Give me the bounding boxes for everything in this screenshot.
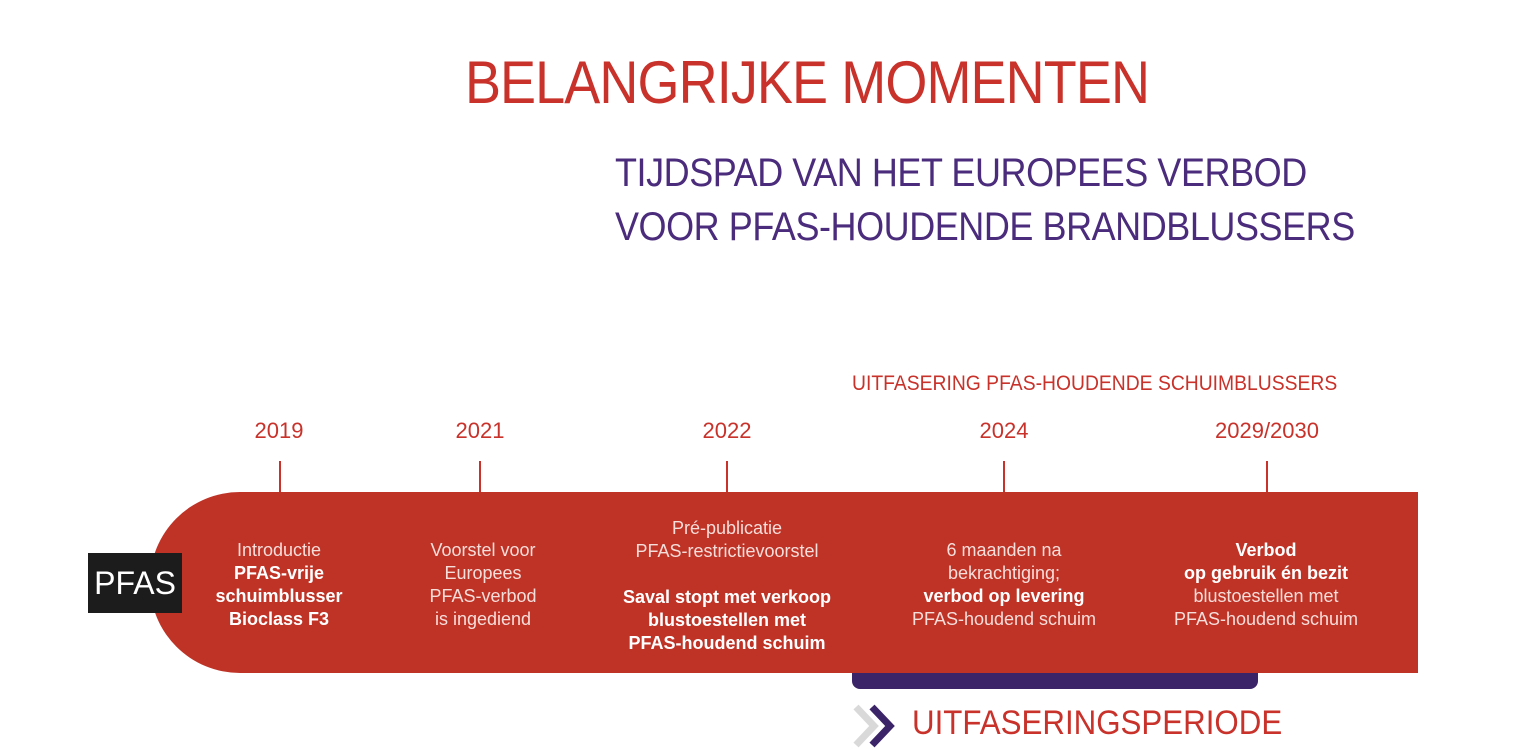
event-text: PFAS-houdend schuim <box>1173 609 1359 629</box>
event-2021 <box>358 539 608 631</box>
tick-2024 <box>1003 461 1005 494</box>
event-text: schuimblusser <box>215 586 343 606</box>
phase-out-bar <box>852 673 1258 689</box>
subtitle-line-1: TIJDSPAD VAN HET EUROPEES VERBOD <box>615 151 1307 195</box>
event-text: Verbod <box>1235 540 1297 560</box>
event-text: Introductie <box>236 540 322 560</box>
pfas-badge: PFAS <box>88 553 182 613</box>
subtitle-line-2: VOOR PFAS-HOUDENDE BRANDBLUSSERS <box>615 205 1355 249</box>
double-chevron-icon <box>852 703 902 749</box>
event-text: verbod op levering <box>923 586 1085 606</box>
main-title: BELANGRIJKE MOMENTEN <box>464 49 1150 116</box>
year-2022: 2022 <box>702 418 752 443</box>
event-text: PFAS-restrictievoorstel <box>635 541 819 561</box>
event-2029-2030 <box>1141 539 1391 631</box>
event-text: 6 maanden na <box>946 540 1062 560</box>
year-2019: 2019 <box>254 418 304 443</box>
year-2029-2030: 2029/2030 <box>1215 418 1319 443</box>
event-text: blustoestellen met <box>647 610 807 630</box>
event-text: blustoestellen met <box>1193 586 1339 606</box>
event-2022 <box>577 517 877 655</box>
event-text: PFAS-houdend schuim <box>911 609 1097 629</box>
event-text: Saval stopt met verkoop <box>622 587 832 607</box>
event-text: op gebruik én bezit <box>1183 563 1348 583</box>
phase-label: UITFASERING PFAS-HOUDENDE SCHUIMBLUSSERS <box>852 372 1338 395</box>
tick-2022 <box>726 461 728 494</box>
year-2021: 2021 <box>455 418 505 443</box>
event-2024 <box>879 539 1129 631</box>
event-text: PFAS-verbod <box>429 586 537 606</box>
event-text: PFAS-houdend schuim <box>628 633 826 653</box>
period-label: UITFASERINGSPERIODE <box>912 704 1283 742</box>
event-text: Voorstel voor <box>430 540 536 560</box>
event-text: Pré-publicatie <box>671 518 783 538</box>
year-2024: 2024 <box>979 418 1029 443</box>
event-text: Bioclass F3 <box>228 609 330 629</box>
event-text: PFAS-vrije <box>233 563 325 583</box>
tick-2021 <box>479 461 481 494</box>
tick-2019 <box>279 461 281 494</box>
event-text: Europees <box>444 563 522 583</box>
event-text: is ingediend <box>434 609 532 629</box>
tick-2029-2030 <box>1266 461 1268 494</box>
spacer <box>577 563 877 586</box>
event-text: bekrachtiging; <box>947 563 1061 583</box>
subtitle <box>615 146 1355 254</box>
